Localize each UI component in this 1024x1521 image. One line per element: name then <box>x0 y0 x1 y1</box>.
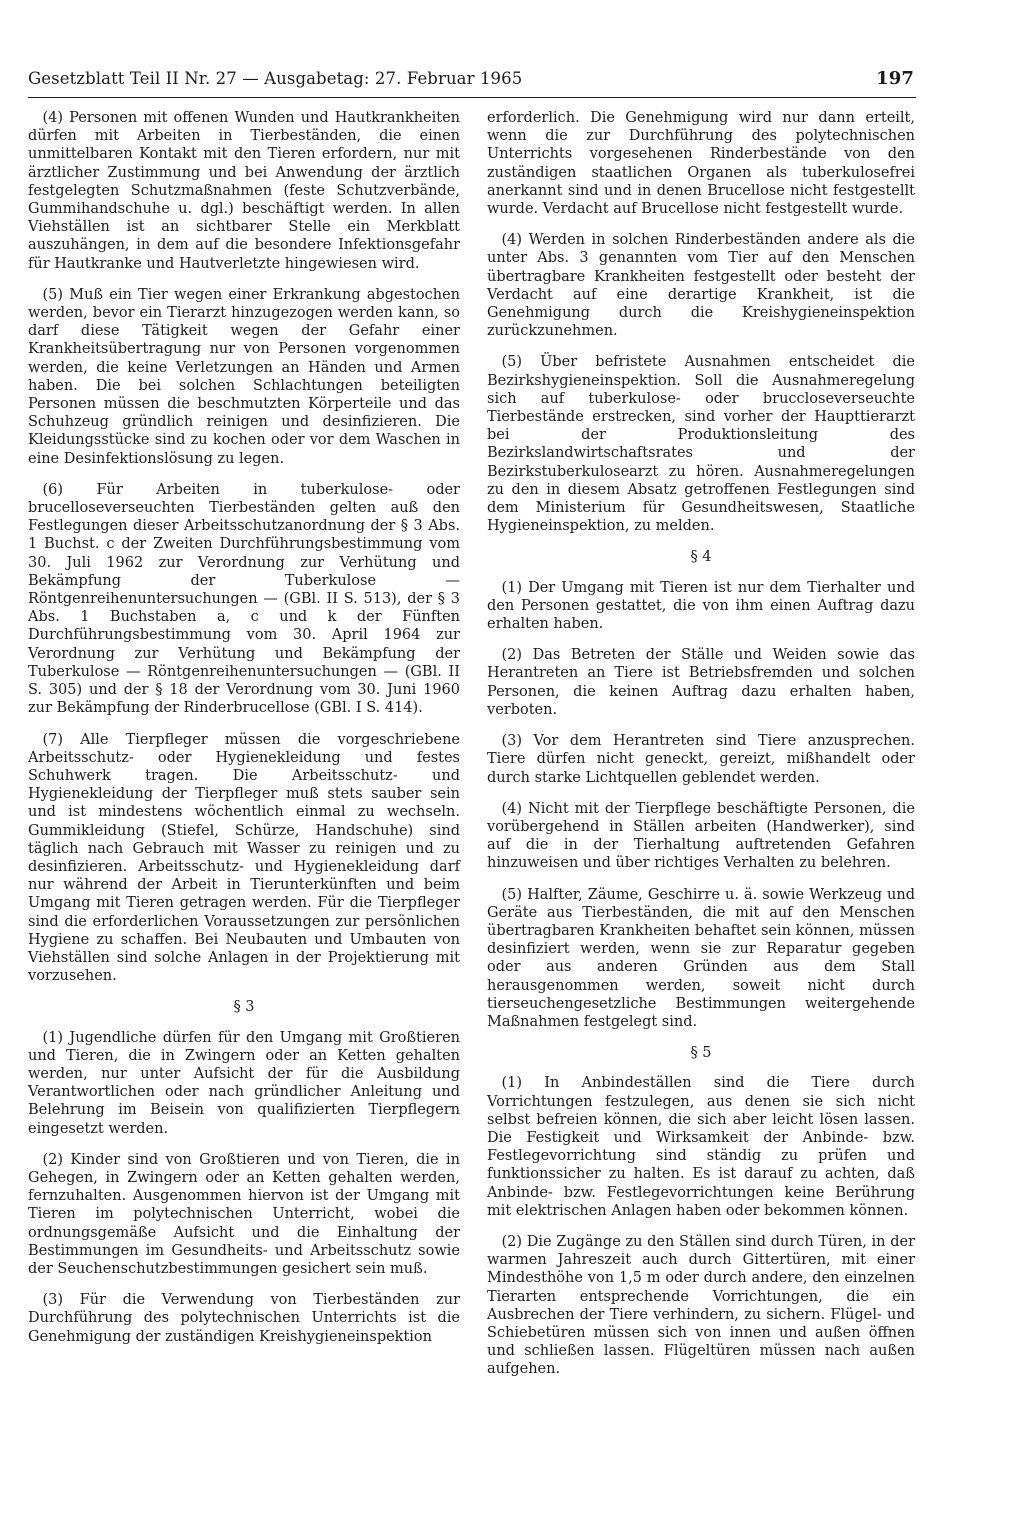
header-rule <box>28 97 916 98</box>
section-heading-5: § 5 <box>690 1045 712 1062</box>
section-4-paragraph-1: (1) Der Umgang mit Tieren ist nur dem Tierhalter und den Personen gestattet, die von ihm einen Auftrag dazu erhalten haben. <box>487 579 915 633</box>
section-heading-4: § 4 <box>690 549 712 566</box>
right-column <box>487 109 915 1392</box>
section-4-paragraph-4: (4) Nicht mit der Tierpflege beschäftigte Personen, die vorübergehend in Ställen arbeiten (Handwerker), sind auf die in der Tierhaltung auftretenden Gefahren hinzuweisen und über richtiges Verhalten zu belehren. <box>487 800 915 872</box>
paragraph-7: (7) Alle Tierpfleger müssen die vorgeschriebene Arbeitsschutz- oder Hygienekleidung und festes Schuhwerk tragen. Die Arbeitsschutz- und Hygienekleidung der Tierpfleger muß stets sauber sein und ist mindestens wöchentlich einmal zu wechseln. Gummikleidung (Stiefel, Schürze, Handschuhe) sind täglich nach Gebrauch mit Wasser zu reinigen und zu desinfizieren. Arbeitsschutz- und Hygienekleidung darf nur während der Arbeit in Tierunterkünften und beim Umgang mit Tieren getragen werden. Für die Tierpfleger sind die erforderlichen Voraussetzungen zur persönlichen Hygiene zu schaffen. Bei Neubauten und Umbauten von Viehställen sind solche Anlagen in der Projektierung mit vorzusehen. <box>28 731 460 985</box>
section-3-paragraph-4: (4) Werden in solchen Rinderbeständen andere als die unter Abs. 3 genannten vom Tier auf den Menschen übertragbare Krankheiten festgestellt oder besteht der Verdacht auf eine derartige Krankheit, ist die Genehmigung durch die Kreishygieneinspektion zurückzunehmen. <box>487 232 915 340</box>
section-heading-3: § 3 <box>233 999 255 1016</box>
section-5-paragraph-1: (1) In Anbindeställen sind die Tiere durch Vorrichtungen festzulegen, aus denen sie sich nicht selbst befreien können, die sich aber leicht lösen lassen. Die Festigkeit und Wirksamkeit der Anbinde- bzw. Festlegevorrichtung sind ständig zu prüfen und funktionssicher zu halten. Es ist darauf zu achten, daß Anbinde- bzw. Festlegevorrichtungen keine Berührung mit elektrischen Anlagen haben oder bekommen können. <box>487 1075 915 1219</box>
left-column <box>28 109 460 1359</box>
section-3-paragraph-5: (5) Über befristete Ausnahmen entscheidet die Bezirkshygieneinspektion. Soll die Ausnahmeregelung sich auf tuberkulose- oder bruccloseverseuchte Tierbestände erstrecken, sind vorher der Haupttierarzt bei der Produktionsleitung des Bezirkslandwirtschaftsrates und der Bezirkstuberkulosearzt zu hören. Ausnahmeregelungen zu den in diesem Absatz getroffenen Festlegungen sind dem Ministerium für Gesundheitswesen, Staatliche Hygieneinspektion, zu melden. <box>487 354 915 535</box>
section-4-paragraph-5: (5) Halfter, Zäume, Geschirre u. ä. sowie Werkzeug und Geräte aus Tierbeständen, die mit auf den Menschen übertragbaren Krankheiten behaftet sein können, müssen desinfiziert werden, wenn sie zur Reparatur gegeben oder aus anderen Gründen aus dem Stall herausgenommen werden, soweit nicht durch tierseuchengesetzliche Bestimmungen weitergehende Maßnahmen festgelegt sind. <box>487 886 915 1030</box>
page-number: 197 <box>876 68 914 89</box>
section-3-paragraph-2: (2) Kinder sind von Großtieren und von Tieren, die in Gehegen, in Zwingern oder an Ketten gehalten werden, fernzuhalten. Ausgenommen hiervon ist der Umgang mit Tieren im polytechnischen Unterricht, wobei die ordnungsgemäße Aufsicht und die Einhaltung der Bestimmungen im Gesundheits- und Arbeitsschutz sowie der Seuchenschutzbestimmungen gesichert sein muß. <box>28 1151 460 1277</box>
paragraph-6: (6) Für Arbeiten in tuberkulose- oder brucelloseverseuchten Tierbeständen gelten auß den Festlegungen dieser Arbeitsschutzanordnung der § 3 Abs. 1 Buchst. c der Zweiten Durchführungsbestimmung vom 30. Juli 1962 zur Verordnung zur Verhütung und Bekämpfung der Tuberkulose — Röntgenreihenuntersuchungen — (GBl. II S. 513), der § 3 Abs. 1 Buchstaben a, c und k der Fünften Durchführungsbestimmung vom 30. April 1964 zur Verordnung zur Verhütung und Bekämpfung der Tuberkulose — Röntgenreihenuntersuchungen — (GBl. II S. 305) und der § 18 der Verordnung vom 30. Juni 1960 zur Bekämpfung der Rinderbrucellose (GBl. I S. 414). <box>28 481 460 717</box>
section-5-paragraph-2: (2) Die Zugänge zu den Ställen sind durch Türen, in der warmen Jahreszeit auch durch Gittertüren, mit einer Mindesthöhe von 1,5 m oder durch andere, den einzelnen Tierarten entsprechende Vorrichtungen, die ein Ausbrechen der Tiere verhindern, zu sichern. Flügel- und Schiebetüren müssen sich von innen und außen öffnen und schließen lassen. Flügeltüren müssen nach außen aufgehen. <box>487 1233 915 1378</box>
running-title: Gesetzblatt Teil II Nr. 27 — Ausgabetag: 27. Februar 1965 <box>28 69 523 88</box>
paragraph-4: (4) Personen mit offenen Wunden und Hautkrankheiten dürfen mit Arbeiten in Tierbeständen, die einen unmittelbaren Kontakt mit den Tieren erfordern, nur mit ärztlicher Zustimmung und bei Anwendung der ärztlich festgelegten Schutzmaßnahmen (feste Schutzverbände, Gummihandschuhe u. dgl.) beschäftigt werden. In allen Viehställen ist an sichtbarer Stelle ein Merkblatt auszuhängen, in dem auf die besondere Infektionsgefahr für Hautkranke und Hautverletzte hingewiesen wird. <box>28 110 460 272</box>
section-3-paragraph-3-continued: erforderlich. Die Genehmigung wird nur dann erteilt, wenn die zur Durchführung des polytechnischen Unterrichts vorgesehenen Rinderbestände von den zuständigen staatlichen Organen als tuberkulosefrei anerkannt sind und in denen Brucellose nicht festgestellt wurde. Verdacht auf Brucellose nicht festgestellt wurde. <box>487 110 915 218</box>
section-4-paragraph-2: (2) Das Betreten der Ställe und Weiden sowie das Herantreten an Tiere ist Betriebsfremden und solchen Personen, die keinen Auftrag dazu erhalten haben, verboten. <box>487 647 915 718</box>
section-3-paragraph-1: (1) Jugendliche dürfen für den Umgang mit Großtieren und Tieren, die in Zwingern oder an Ketten gehalten werden, nur unter Aufsicht der für die Ausbildung Verantwortlichen oder nach gründlicher Anleitung und Belehrung im Beisein von qualifizierten Tierpflegern eingesetzt werden. <box>28 1029 460 1137</box>
section-3-paragraph-3: (3) Für die Verwendung von Tierbeständen zur Durchführung des polytechnischen Unterrichts ist die Genehmigung der zuständigen Kreishygieneinspektion <box>28 1292 460 1345</box>
running-header <box>28 68 914 89</box>
paragraph-5: (5) Muß ein Tier wegen einer Erkrankung abgestochen werden, bevor ein Tierarzt hinzugezogen werden kann, so darf diese Tätigkeit wegen der Gefahr einer Krankheitsübertragung nur von Personen vorgenommen werden, die keine Verletzungen an Händen und Armen haben. Die bei solchen Schlachtungen beteiligten Personen müssen die beschmutzten Körperteile und das Schuhzeug gründlich reinigen und desinfizieren. Die Kleidungsstücke sind zu kochen oder vor dem Waschen in eine Desinfektionslösung zu legen. <box>28 286 460 467</box>
section-4-paragraph-3: (3) Vor dem Herantreten sind Tiere anzusprechen. Tiere dürfen nicht geneckt, gereizt, mißhandelt oder durch starke Lichtquellen geblendet werden. <box>487 733 915 786</box>
